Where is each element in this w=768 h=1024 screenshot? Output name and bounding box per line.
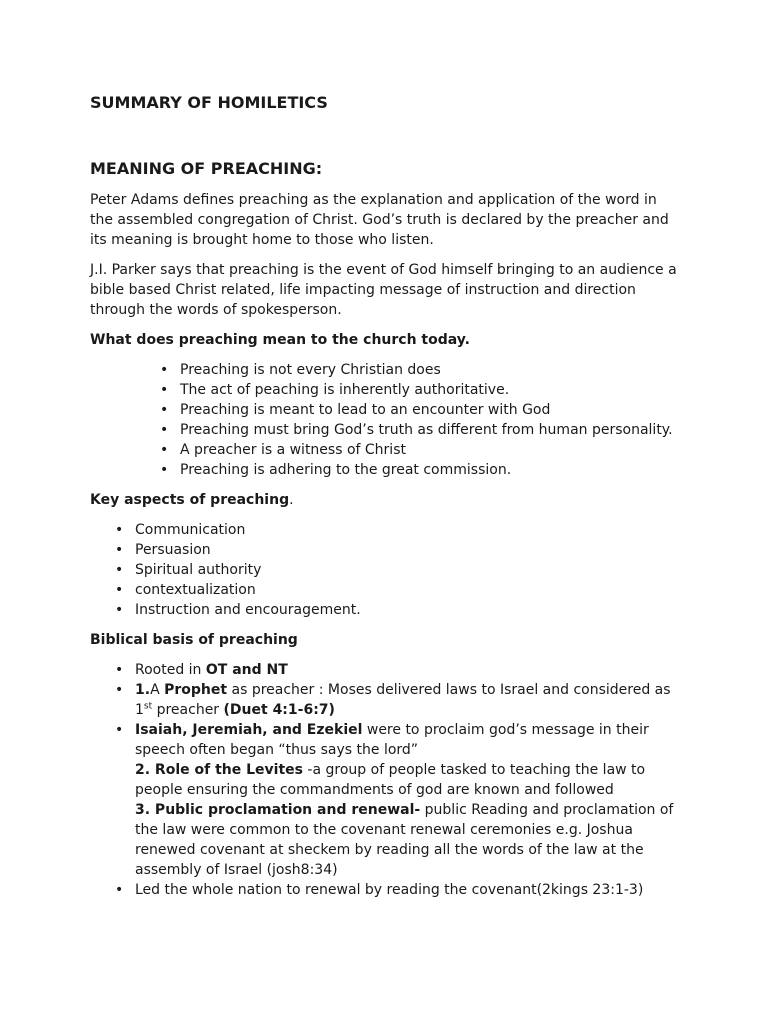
list-item: • Preaching must bring God’s truth as different from human personality. [180, 420, 680, 440]
section-heading-meaning: MEANING OF PREACHING: [90, 159, 323, 178]
superscript: st [143, 701, 153, 712]
list-item: • A preacher is a witness of Christ [180, 440, 680, 460]
list-item: • Instruction and encouragement. [135, 600, 680, 620]
text-run: preacher [152, 702, 224, 718]
bold-run: OT and NT [205, 662, 288, 678]
list-item [135, 660, 680, 680]
section-heading-key-aspects [90, 490, 680, 510]
list-item [135, 720, 680, 880]
list-item: • Preaching is adhering to the great commission. [180, 460, 680, 480]
list-church-today [180, 360, 680, 480]
bold-run: 3. Public proclamation and renewal- [135, 802, 421, 818]
bold-run: Prophet [164, 682, 228, 698]
list-item: • Preaching is meant to lead to an encounter with God [180, 400, 680, 420]
text-run: -a group of people tasked to teaching the law to people ensuring the commandments of god are known and followed [135, 762, 646, 798]
list-item: • Persuasion [135, 540, 680, 560]
text-run: Rooted in [135, 662, 206, 678]
text-run: were to proclaim god’s message in their speech often began “thus says the lord” [135, 722, 649, 758]
document-body [90, 190, 680, 910]
list-item: • contextualization [135, 580, 680, 600]
list-item: • Communication [135, 520, 680, 540]
list-item: • The act of peaching is inherently authoritative. [180, 380, 680, 400]
list-biblical-basis [135, 660, 680, 900]
paragraph-parker: J.I. Parker says that preaching is the event of God himself bringing to an audience a bible based Christ related, life impacting message of instruction and direction through the words of spokesperson. [90, 262, 677, 318]
bold-run: (Duet 4:1-6:7) [223, 702, 335, 718]
document-title: SUMMARY OF HOMILETICS [90, 93, 328, 112]
list-item: • Spiritual authority [135, 560, 680, 580]
bold-run: 2. Role of the Levites [135, 762, 303, 778]
list-key-aspects [135, 520, 680, 620]
list-item [135, 680, 680, 720]
list-item: • Led the whole nation to renewal by reading the covenant(2kings 23:1-3) [135, 880, 680, 900]
key-aspects-heading-period: . [289, 492, 294, 508]
list-item: • Preaching is not every Christian does [180, 360, 680, 380]
text-run: as preacher : Moses delivered laws to Israel and considered as 1 [135, 682, 671, 718]
key-aspects-heading-text: Key aspects of preaching [90, 492, 290, 508]
bold-run: 1. [135, 682, 151, 698]
section-heading-biblical-basis: Biblical basis of preaching [90, 632, 298, 648]
section-heading-church-today: What does preaching mean to the church today. [90, 332, 470, 348]
text-run: A [150, 682, 165, 698]
text-run: public Reading and proclamation of the law were common to the covenant renewal ceremonies e.g. Joshua renewed covenant at sheckem by reading all the words of the law at the assembly of Israel (josh8:34) [135, 802, 674, 878]
paragraph-adams: Peter Adams defines preaching as the explanation and application of the word in the assembled congregation of Christ. God’s truth is declared by the preacher and its meaning is brought home to those who listen. [90, 192, 669, 248]
bold-run: Isaiah, Jeremiah, and Ezekiel [135, 722, 363, 738]
